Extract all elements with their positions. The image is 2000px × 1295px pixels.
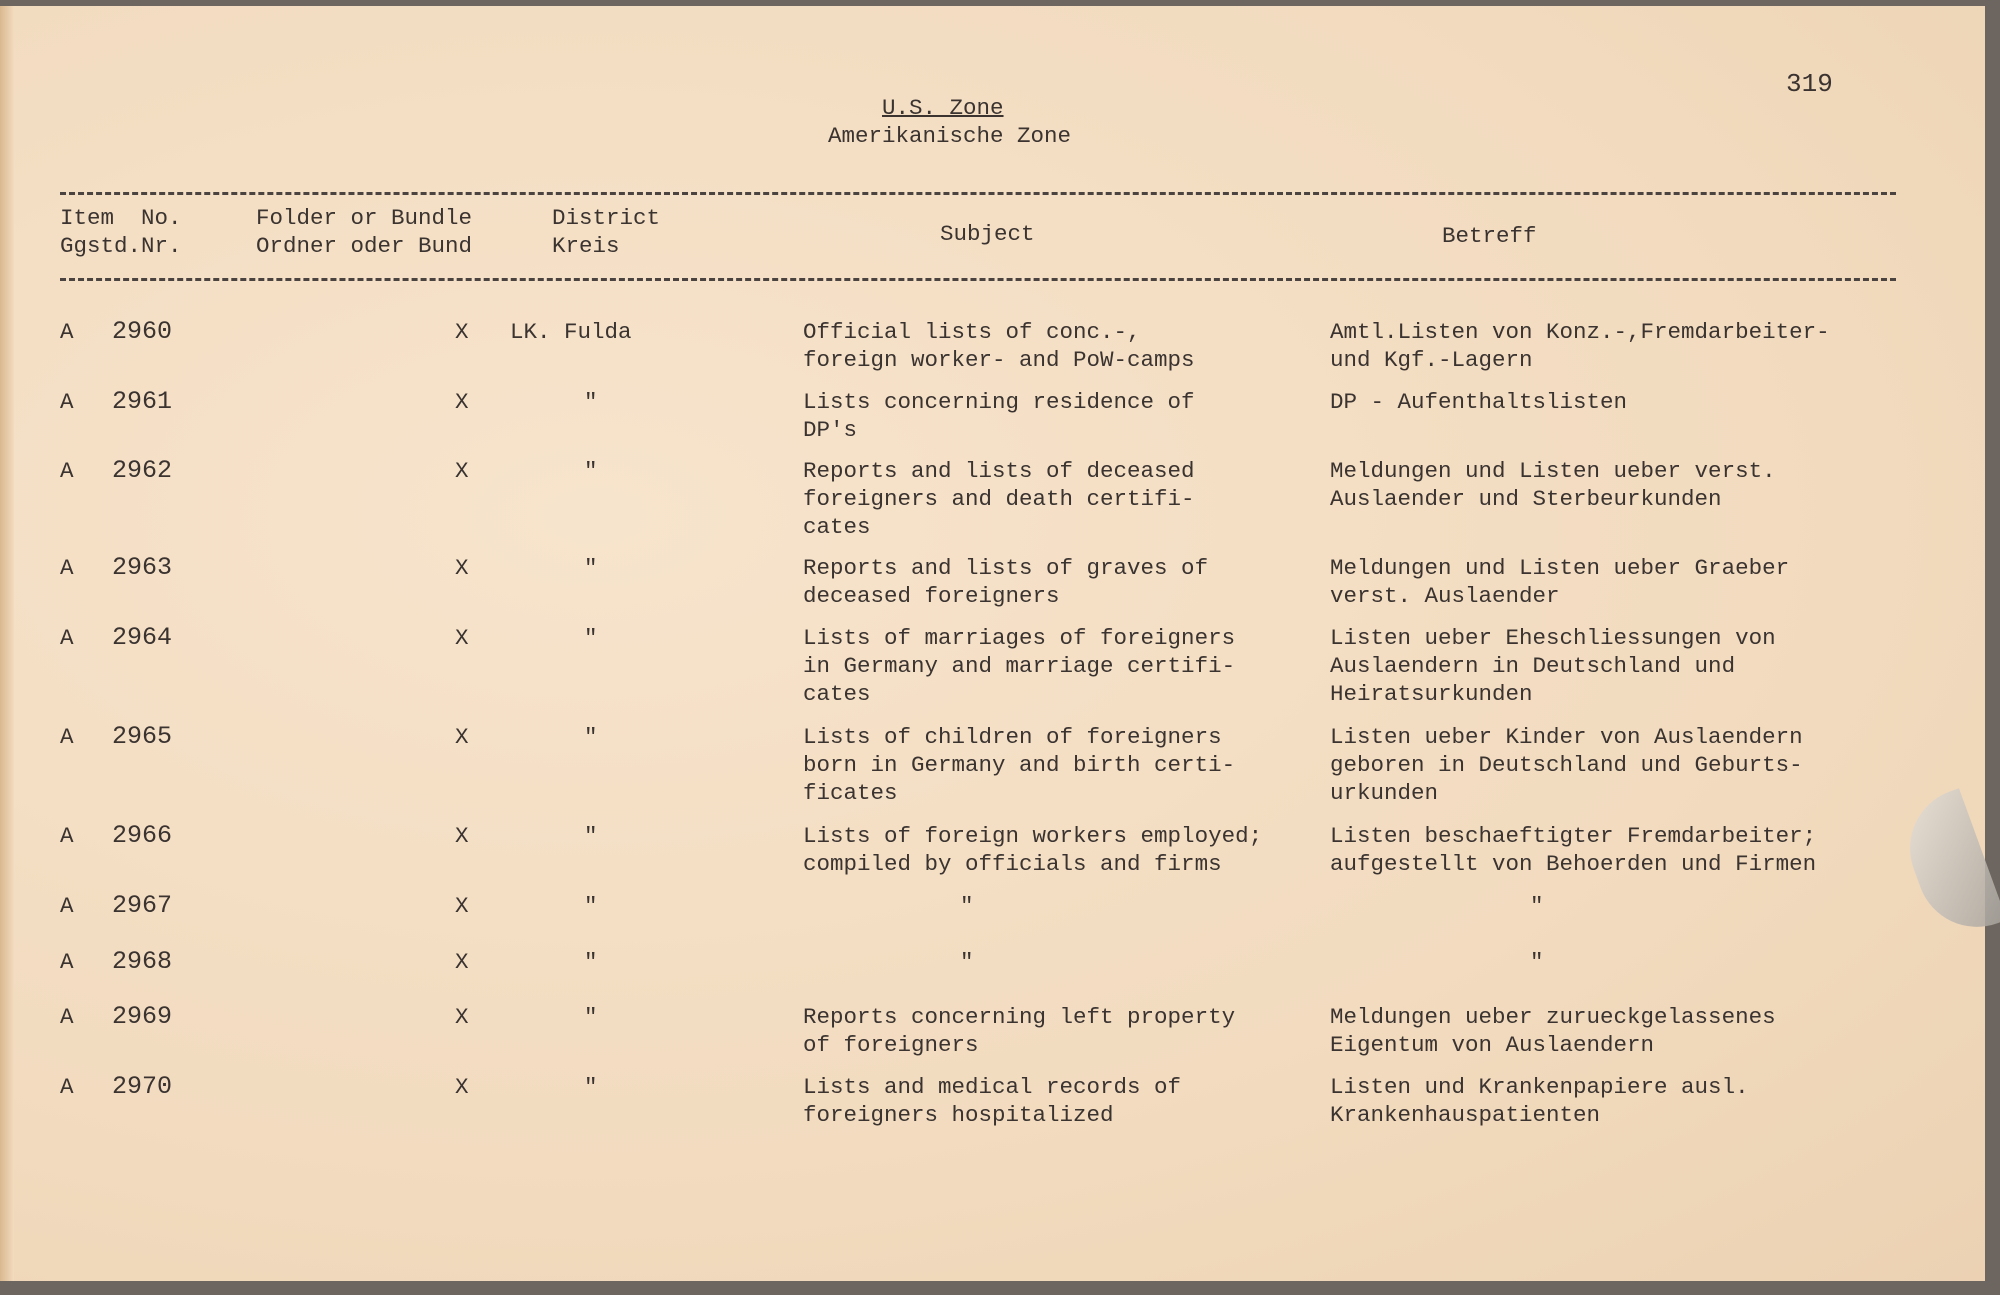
folder-mark: X — [455, 319, 469, 345]
item-number: 2967 — [112, 891, 173, 920]
betreff: Meldungen ueber zurueckgelassenes Eigentum von Auslaendern — [1330, 1004, 1776, 1058]
item-prefix: A — [60, 949, 74, 975]
header-top-divider — [60, 192, 1896, 195]
header-bottom-divider — [60, 278, 1896, 281]
item-number: 2961 — [112, 387, 173, 416]
folder-mark: X — [455, 949, 469, 975]
item-number: 2962 — [112, 456, 173, 485]
item-prefix: A — [60, 389, 74, 415]
header-item-no: Item No. — [60, 205, 182, 231]
page-number: 319 — [1786, 69, 1833, 99]
item-number: 2964 — [112, 623, 173, 652]
header-betreff: Betreff — [1442, 223, 1537, 249]
district: " — [584, 625, 598, 651]
folder-mark: X — [455, 458, 469, 484]
item-prefix: A — [60, 1004, 74, 1030]
folder-mark: X — [455, 1004, 469, 1030]
item-prefix: A — [60, 458, 74, 484]
subject: Lists of foreign workers employed; compiled by officials and firms — [803, 823, 1263, 877]
district: " — [584, 1004, 598, 1030]
subject: Lists of marriages of foreigners in Germany and marriage certifi- cates — [803, 625, 1236, 707]
title-us-zone: U.S. Zone — [882, 95, 1004, 121]
district: " — [584, 389, 598, 415]
item-number: 2960 — [112, 317, 173, 346]
district: " — [584, 724, 598, 750]
betreff: Meldungen und Listen ueber Graeber verst. Auslaender — [1330, 555, 1790, 609]
item-prefix: A — [60, 1074, 74, 1100]
item-prefix: A — [60, 893, 74, 919]
folder-mark: X — [455, 625, 469, 651]
district: " — [584, 893, 598, 919]
subject: " — [960, 949, 974, 975]
subject: " — [960, 893, 974, 919]
district: " — [584, 458, 598, 484]
betreff: Listen beschaeftigter Fremdarbeiter; aufgestellt von Behoerden und Firmen — [1330, 823, 1817, 877]
header-district: District — [552, 205, 661, 231]
item-prefix: A — [60, 555, 74, 581]
betreff: Meldungen und Listen ueber verst. Auslaender und Sterbeurkunden — [1330, 458, 1776, 512]
item-prefix: A — [60, 823, 74, 849]
betreff: Amtl.Listen von Konz.-,Fremdarbeiter- und Kgf.-Lagern — [1330, 319, 1830, 373]
item-prefix: A — [60, 724, 74, 750]
item-prefix: A — [60, 625, 74, 651]
header-folder: Folder or Bundle — [256, 205, 473, 231]
folder-tab — [1893, 788, 2000, 943]
folder-mark: X — [455, 1074, 469, 1100]
betreff: " — [1530, 893, 1544, 919]
header-ggstd-nr: Ggstd.Nr. — [60, 233, 182, 259]
betreff: Listen und Krankenpapiere ausl. Krankenhauspatienten — [1330, 1074, 1749, 1128]
betreff: " — [1530, 949, 1544, 975]
header-subject: Subject — [940, 221, 1035, 247]
subject: Lists and medical records of foreigners hospitalized — [803, 1074, 1182, 1128]
subject: Reports and lists of graves of deceased foreigners — [803, 555, 1209, 609]
subject: Lists concerning residence of DP's — [803, 389, 1195, 443]
folder-mark: X — [455, 389, 469, 415]
item-number: 2970 — [112, 1072, 173, 1101]
subject: Lists of children of foreigners born in Germany and birth certi- ficates — [803, 724, 1236, 806]
page-edge — [0, 6, 14, 1281]
betreff: Listen ueber Eheschliessungen von Auslaendern in Deutschland und Heiratsurkunden — [1330, 625, 1776, 707]
item-number: 2963 — [112, 553, 173, 582]
district: " — [584, 949, 598, 975]
item-number: 2969 — [112, 1002, 173, 1031]
district: " — [584, 1074, 598, 1100]
betreff: DP - Aufenthaltslisten — [1330, 389, 1628, 415]
subject: Official lists of conc.-, foreign worker- and PoW-camps — [803, 319, 1195, 373]
header-kreis: Kreis — [552, 233, 620, 259]
district: " — [584, 823, 598, 849]
item-number: 2965 — [112, 722, 173, 751]
item-number: 2968 — [112, 947, 173, 976]
subject: Reports and lists of deceased foreigners and death certifi- cates — [803, 458, 1195, 540]
folder-mark: X — [455, 555, 469, 581]
betreff: Listen ueber Kinder von Auslaendern geboren in Deutschland und Geburts- urkunden — [1330, 724, 1803, 806]
title-amerikanische-zone: Amerikanische Zone — [828, 123, 1072, 149]
district: LK. Fulda — [510, 319, 632, 345]
folder-mark: X — [455, 724, 469, 750]
document-page — [0, 6, 1985, 1281]
folder-mark: X — [455, 893, 469, 919]
header-ordner: Ordner oder Bund — [256, 233, 473, 259]
district: " — [584, 555, 598, 581]
subject: Reports concerning left property of foreigners — [803, 1004, 1236, 1058]
item-prefix: A — [60, 319, 74, 345]
folder-mark: X — [455, 823, 469, 849]
item-number: 2966 — [112, 821, 173, 850]
